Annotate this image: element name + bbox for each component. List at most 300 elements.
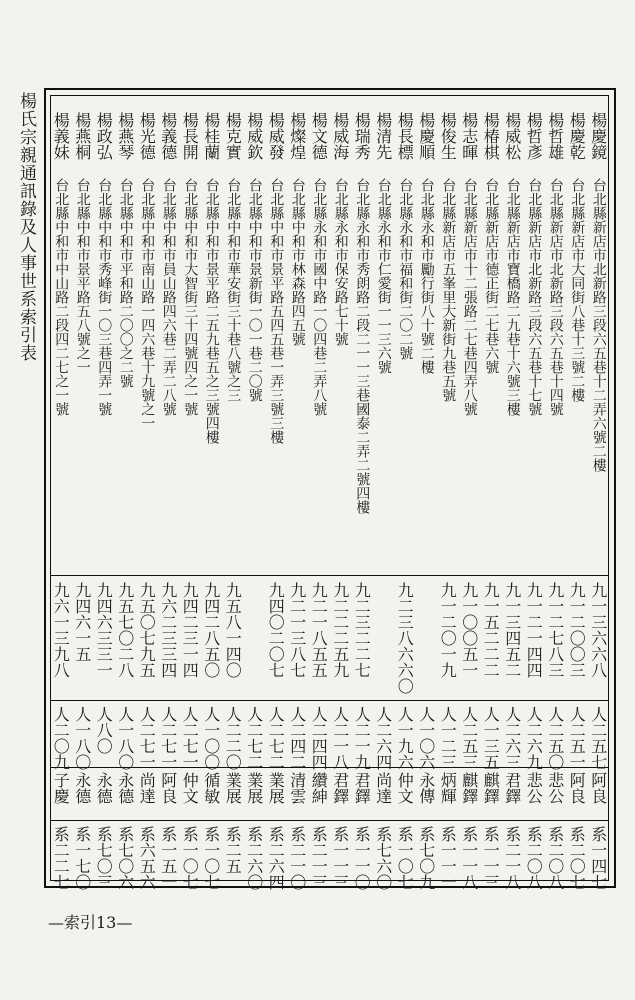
entry-column — [566, 772, 588, 804]
entry-generation: 系一七〇 — [72, 826, 92, 890]
entry-column — [394, 826, 416, 890]
entry-column — [93, 772, 115, 804]
entry-column — [308, 826, 330, 890]
entry-phone: 九五八一四〇 — [223, 582, 243, 678]
entry-name: 楊慶順 — [416, 112, 436, 160]
entry-column — [437, 826, 459, 890]
entry-father: 永德 — [94, 772, 114, 804]
entry-column — [201, 706, 223, 770]
entry-column — [588, 826, 610, 890]
entry-name: 楊桂蘭 — [201, 112, 221, 160]
entry-code: 人二六三 — [502, 706, 522, 770]
entry-phone: 九五〇七九五 — [137, 582, 157, 678]
entry-name: 楊威松 — [502, 112, 522, 160]
entry-column — [136, 178, 158, 514]
entry-address: 台北縣永和市勵行街八十號二樓 — [418, 178, 435, 374]
entry-column — [480, 772, 502, 804]
entry-column — [222, 582, 244, 694]
entry-column — [373, 706, 395, 770]
entry-column — [351, 582, 373, 694]
entry-column — [308, 772, 330, 804]
entry-generation: 系一四七 — [588, 826, 608, 890]
entry-column — [308, 582, 330, 694]
divider-address-phone — [50, 575, 609, 576]
entry-father: 君鐸 — [502, 772, 522, 804]
entry-column — [330, 826, 352, 890]
entry-column — [201, 826, 223, 890]
entry-name: 楊清先 — [373, 112, 393, 160]
entry-father: 永德 — [72, 772, 92, 804]
entry-column — [437, 582, 459, 694]
entry-column — [115, 112, 137, 160]
entry-column — [201, 112, 223, 160]
entry-address: 台北縣新店市大同街八巷十三號二樓 — [569, 178, 586, 402]
entry-column — [265, 772, 287, 804]
entry-column — [115, 706, 137, 770]
entry-code: 人一九六 — [395, 706, 415, 770]
entry-father: 麒鐸 — [481, 772, 501, 804]
entry-father: 悲公 — [545, 772, 565, 804]
entry-address: 台北縣新店市十二張路二七巷四弄八號 — [461, 178, 478, 416]
entry-phone: 九一〇〇五一 — [459, 582, 479, 678]
entry-address: 台北縣永和市福和街二〇二號 — [397, 178, 414, 360]
entry-column — [480, 582, 502, 694]
entry-father: 業展 — [266, 772, 286, 804]
entry-column — [136, 706, 158, 770]
entry-column — [50, 706, 72, 770]
entry-column — [201, 582, 223, 694]
entry-column — [545, 112, 567, 160]
entry-code: 人二七二 — [244, 706, 264, 770]
entry-phone: 九二一三八七 — [287, 582, 307, 678]
entry-column — [244, 706, 266, 770]
entry-column — [523, 112, 545, 160]
entry-name: 楊威欽 — [244, 112, 264, 160]
entry-father: 麒鐸 — [459, 772, 479, 804]
entry-column — [72, 178, 94, 514]
side-title: 楊氏宗親通訊錄及人事世系索引表 — [16, 92, 36, 362]
entry-column — [72, 582, 94, 694]
entry-father: 循敏 — [201, 772, 221, 804]
entry-column — [437, 112, 459, 160]
entry-column — [158, 772, 180, 804]
entry-column — [330, 706, 352, 770]
entry-name: 楊燕琴 — [115, 112, 135, 160]
entry-father: 仲文 — [395, 772, 415, 804]
entry-code: 人二二〇 — [223, 706, 243, 770]
entry-address: 台北縣中和市景平路二五九巷五之三號四樓 — [203, 178, 220, 444]
entry-phone: 九四六一五 — [72, 582, 92, 662]
entry-column — [502, 826, 524, 890]
entry-father: 永德 — [115, 772, 135, 804]
entry-generation: 系二五 — [223, 826, 243, 874]
entry-phone: 九一二七八三 — [545, 582, 565, 678]
entry-column — [588, 706, 610, 770]
entry-father: 清雲 — [287, 772, 307, 804]
entry-name: 楊義妹 — [51, 112, 71, 160]
entry-address: 台北縣新店市北新路三段六五巷十四號 — [547, 178, 564, 416]
entry-generation: 系一一三 — [330, 826, 350, 890]
entry-column — [545, 178, 567, 514]
entry-phone: 九四〇二〇七 — [266, 582, 286, 678]
entry-column — [523, 178, 545, 514]
entry-column — [416, 826, 438, 890]
entry-code: 人二〇九 — [51, 706, 71, 770]
entry-name: 楊長開 — [180, 112, 200, 160]
entry-father: 業展 — [223, 772, 243, 804]
entry-father: 悲公 — [524, 772, 544, 804]
entry-column — [437, 772, 459, 804]
entry-column — [351, 112, 373, 160]
entry-column — [588, 112, 610, 160]
entry-column — [566, 112, 588, 160]
entry-address: 台北縣新店市北新路三段六五巷十七號 — [526, 178, 543, 416]
entry-name: 楊光德 — [137, 112, 157, 160]
entry-column — [287, 772, 309, 804]
entry-address: 台北縣永和市秀朗路二段二一一三巷國泰二弄二號四樓 — [354, 178, 371, 514]
entry-column — [459, 772, 481, 804]
row-addresses — [50, 178, 609, 514]
row-names — [50, 112, 609, 160]
entry-column — [437, 706, 459, 770]
entry-column — [50, 582, 72, 694]
entry-name: 楊燦煌 — [287, 112, 307, 160]
entry-address: 台北縣中和市景平路五八號之一 — [74, 178, 91, 374]
entry-father: 子慶 — [51, 772, 71, 804]
entry-generation: 系二一三 — [309, 826, 329, 890]
entry-address: 台北縣新店市五峯里大新街九巷五號 — [440, 178, 457, 402]
entry-phone: 九五七〇二八 — [115, 582, 135, 678]
entry-column — [115, 178, 137, 514]
entry-generation: 系二〇八 — [524, 826, 544, 890]
entry-code: 人二七一 — [137, 706, 157, 770]
entry-column — [136, 826, 158, 890]
entry-generation: 系二一〇 — [287, 826, 307, 890]
entry-column — [545, 582, 567, 694]
entry-father: 阿良 — [567, 772, 587, 804]
entry-code: 人一〇六 — [416, 706, 436, 770]
row-fathers — [50, 772, 609, 804]
entry-address: 台北縣新店市寶橋路二九巷十六號三樓 — [504, 178, 521, 416]
entry-phone: 九四二八五〇 — [201, 582, 221, 678]
entry-column — [545, 772, 567, 804]
entry-column — [523, 772, 545, 804]
entry-code: 人八〇 — [94, 706, 114, 754]
entry-name: 楊政弘 — [94, 112, 114, 160]
entry-column — [244, 178, 266, 514]
entry-father: 炳輝 — [438, 772, 458, 804]
entry-column — [287, 178, 309, 514]
entry-column — [115, 772, 137, 804]
entry-column — [308, 112, 330, 160]
entry-address: 台北縣中和市平和路二〇〇之二號 — [117, 178, 134, 388]
entry-address: 台北縣永和市國中路一〇四巷二弄八號 — [311, 178, 328, 416]
entry-column — [222, 112, 244, 160]
entry-column — [158, 178, 180, 514]
entry-code: 人二一八 — [330, 706, 350, 770]
entry-column — [351, 178, 373, 514]
entry-column — [459, 706, 481, 770]
entry-column — [72, 112, 94, 160]
entry-phone: 九六一三九八 — [51, 582, 71, 678]
entry-column — [351, 772, 373, 804]
entry-address: 台北縣永和市仁愛街一一三六號 — [375, 178, 392, 374]
entry-generation: 系一〇七 — [395, 826, 415, 890]
entry-column — [502, 706, 524, 770]
entry-column — [265, 178, 287, 514]
entry-column — [50, 772, 72, 804]
entry-column — [588, 582, 610, 694]
entry-column — [373, 112, 395, 160]
entry-column — [50, 112, 72, 160]
entry-father: 君鐸 — [330, 772, 350, 804]
entry-column — [330, 582, 352, 694]
entry-address: 台北縣永和市保安路七十號 — [332, 178, 349, 346]
entry-address: 台北縣中和市南山路一四六巷十九號之一 — [139, 178, 156, 430]
entry-code: 人二七一 — [158, 706, 178, 770]
entry-name: 楊慶鏡 — [588, 112, 608, 160]
entry-father: 君鐸 — [352, 772, 372, 804]
entry-name: 楊椿棋 — [481, 112, 501, 160]
entry-column — [93, 178, 115, 514]
entry-column — [201, 772, 223, 804]
entry-column — [158, 826, 180, 890]
entry-father: 永傳 — [416, 772, 436, 804]
entry-column — [72, 826, 94, 890]
divider-phone-code — [50, 700, 609, 701]
entry-column — [244, 112, 266, 160]
entry-column — [394, 178, 416, 514]
row-phones — [50, 582, 609, 694]
entry-name: 楊俊生 — [438, 112, 458, 160]
entry-column — [502, 582, 524, 694]
entry-column — [545, 826, 567, 890]
entry-column — [545, 706, 567, 770]
entry-column — [244, 772, 266, 804]
entry-father: 阿良 — [588, 772, 608, 804]
entry-address: 台北縣中和市員山路四六巷二弄二八號 — [160, 178, 177, 416]
entry-code: 人二四四 — [309, 706, 329, 770]
entry-phone: 九一三六六八 — [588, 582, 608, 678]
entry-column — [179, 582, 201, 694]
entry-address: 台北縣中和市景平路五四五巷一弄三號三樓 — [268, 178, 285, 444]
entry-column — [480, 178, 502, 514]
entry-generation: 系二〇八 — [545, 826, 565, 890]
entry-name: 楊志暉 — [459, 112, 479, 160]
entry-column — [265, 826, 287, 890]
entry-phone: 九一二一四四 — [524, 582, 544, 678]
entry-column — [93, 112, 115, 160]
entry-column — [523, 582, 545, 694]
entry-address: 台北縣中和市華安街三十巷八號之三 — [225, 178, 242, 402]
entry-address: 台北縣中和市中山路二段四二七之一號 — [53, 178, 70, 416]
entry-father: 仲文 — [180, 772, 200, 804]
entry-father: 阿良 — [158, 772, 178, 804]
entry-column — [523, 826, 545, 890]
entry-code: 人二五〇 — [545, 706, 565, 770]
entry-father: 業展 — [244, 772, 264, 804]
entry-column — [330, 772, 352, 804]
entry-column — [523, 706, 545, 770]
entry-column — [136, 582, 158, 694]
entry-column — [502, 112, 524, 160]
entry-address: 台北縣中和市景新街一〇一巷二〇號 — [246, 178, 263, 402]
entry-column — [416, 112, 438, 160]
entry-column — [588, 772, 610, 804]
entry-column — [287, 582, 309, 694]
entry-column — [287, 826, 309, 890]
entry-column — [394, 112, 416, 160]
entry-name: 楊克實 — [223, 112, 243, 160]
entry-phone: 九二一八五五 — [309, 582, 329, 678]
entry-column — [93, 706, 115, 770]
entry-phone: 九一二〇〇三 — [567, 582, 587, 678]
entry-code: 人二五一 — [567, 706, 587, 770]
entry-father: 尚達 — [373, 772, 393, 804]
entry-column — [72, 772, 94, 804]
entry-generation: 系二〇七 — [567, 826, 587, 890]
entry-name: 楊瑞秀 — [352, 112, 372, 160]
entry-address: 台北縣新店市德正街二七巷六號 — [483, 178, 500, 374]
entry-column — [265, 582, 287, 694]
entry-generation: 系一一一 — [438, 826, 458, 890]
entry-column — [222, 826, 244, 890]
entry-generation: 系一一八 — [459, 826, 479, 890]
entry-father: 尚達 — [137, 772, 157, 804]
entry-column — [566, 706, 588, 770]
entry-column — [158, 112, 180, 160]
entry-column — [416, 772, 438, 804]
entry-column — [287, 706, 309, 770]
entry-column — [222, 706, 244, 770]
entry-column — [93, 582, 115, 694]
entry-generation: 系七〇九 — [416, 826, 436, 890]
row-generations — [50, 826, 609, 890]
entry-column — [566, 826, 588, 890]
entry-column — [394, 706, 416, 770]
entry-column — [244, 582, 266, 694]
entry-code: 人一〇〇 — [201, 706, 221, 770]
entry-name: 楊慶乾 — [567, 112, 587, 160]
entry-code: 人一八〇 — [72, 706, 92, 770]
entry-code: 人二五三 — [459, 706, 479, 770]
entry-column — [222, 178, 244, 514]
entry-name: 楊文德 — [309, 112, 329, 160]
entry-name: 楊威發 — [266, 112, 286, 160]
entry-phone: 九四六三三一 — [94, 582, 114, 678]
entry-column — [459, 826, 481, 890]
entry-name: 楊威海 — [330, 112, 350, 160]
entry-column — [437, 178, 459, 514]
entry-column — [480, 706, 502, 770]
entry-column — [459, 178, 481, 514]
entry-column — [179, 178, 201, 514]
entry-column — [330, 112, 352, 160]
entry-code: 人二五七 — [588, 706, 608, 770]
entry-phone: 九一五二二二 — [481, 582, 501, 678]
entry-column — [566, 582, 588, 694]
entry-column — [265, 706, 287, 770]
entry-address: 台北縣新店市北新路三段六五巷十二弄六號二樓 — [590, 178, 607, 472]
entry-generation: 系一一三 — [481, 826, 501, 890]
entry-code: 人二四二 — [287, 706, 307, 770]
entry-column — [351, 706, 373, 770]
entry-phone: 九二三二二七 — [352, 582, 372, 678]
page-footer: —索引13— — [48, 913, 133, 932]
entry-phone: 九一二〇一九 — [438, 582, 458, 678]
entry-column — [502, 772, 524, 804]
entry-code: 人一八〇 — [115, 706, 135, 770]
entry-phone: 九一三四五二 — [502, 582, 522, 678]
entry-column — [373, 826, 395, 890]
entry-generation: 系一〇七 — [180, 826, 200, 890]
entry-column — [287, 112, 309, 160]
entry-column — [308, 178, 330, 514]
entry-generation: 系二六四 — [266, 826, 286, 890]
entry-phone: 九二二二五九 — [330, 582, 350, 678]
entry-column — [502, 178, 524, 514]
entry-code: 人二七一 — [180, 706, 200, 770]
entry-code: 人一三五 — [481, 706, 501, 770]
entry-column — [222, 772, 244, 804]
entry-column — [330, 178, 352, 514]
entry-column — [373, 178, 395, 514]
entry-column — [480, 112, 502, 160]
entry-column — [394, 772, 416, 804]
entry-name: 楊燕桐 — [72, 112, 92, 160]
entry-name: 楊長標 — [395, 112, 415, 160]
entry-address: 台北縣中和市大智街三十四號四之一號 — [182, 178, 199, 416]
entry-column — [459, 582, 481, 694]
entry-generation: 系一〇七 — [201, 826, 221, 890]
entry-column — [394, 582, 416, 694]
entry-code: 人二六四 — [373, 706, 393, 770]
entry-column — [373, 772, 395, 804]
entry-column — [93, 826, 115, 890]
entry-column — [158, 706, 180, 770]
entry-address: 台北縣中和市林森路四五號 — [289, 178, 306, 346]
entry-address: 台北縣中和市秀峰街一〇三巷四弄一號 — [96, 178, 113, 416]
entry-column — [459, 112, 481, 160]
entry-code: 人二七二 — [266, 706, 286, 770]
entry-column — [416, 582, 438, 694]
entry-column — [351, 826, 373, 890]
entry-father: 纘紳 — [309, 772, 329, 804]
entry-column — [373, 582, 395, 694]
entry-column — [50, 826, 72, 890]
entry-generation: 系二六〇 — [244, 826, 264, 890]
entry-column — [115, 826, 137, 890]
entry-column — [588, 178, 610, 514]
entry-column — [115, 582, 137, 694]
entry-generation: 系七〇六 — [115, 826, 135, 890]
entry-column — [158, 582, 180, 694]
entry-generation: 系一一〇 — [352, 826, 372, 890]
entry-column — [136, 772, 158, 804]
entry-column — [179, 112, 201, 160]
entry-generation: 系六五六 — [137, 826, 157, 890]
entry-column — [50, 178, 72, 514]
entry-name: 楊義德 — [158, 112, 178, 160]
entry-phone: 九六二三三四 — [158, 582, 178, 678]
entry-column — [179, 706, 201, 770]
entry-generation: 系七六〇 — [373, 826, 393, 890]
entry-generation: 系一五一 — [158, 826, 178, 890]
entry-column — [308, 706, 330, 770]
divider-father-gen — [50, 820, 609, 821]
entry-column — [244, 826, 266, 890]
entry-column — [416, 178, 438, 514]
